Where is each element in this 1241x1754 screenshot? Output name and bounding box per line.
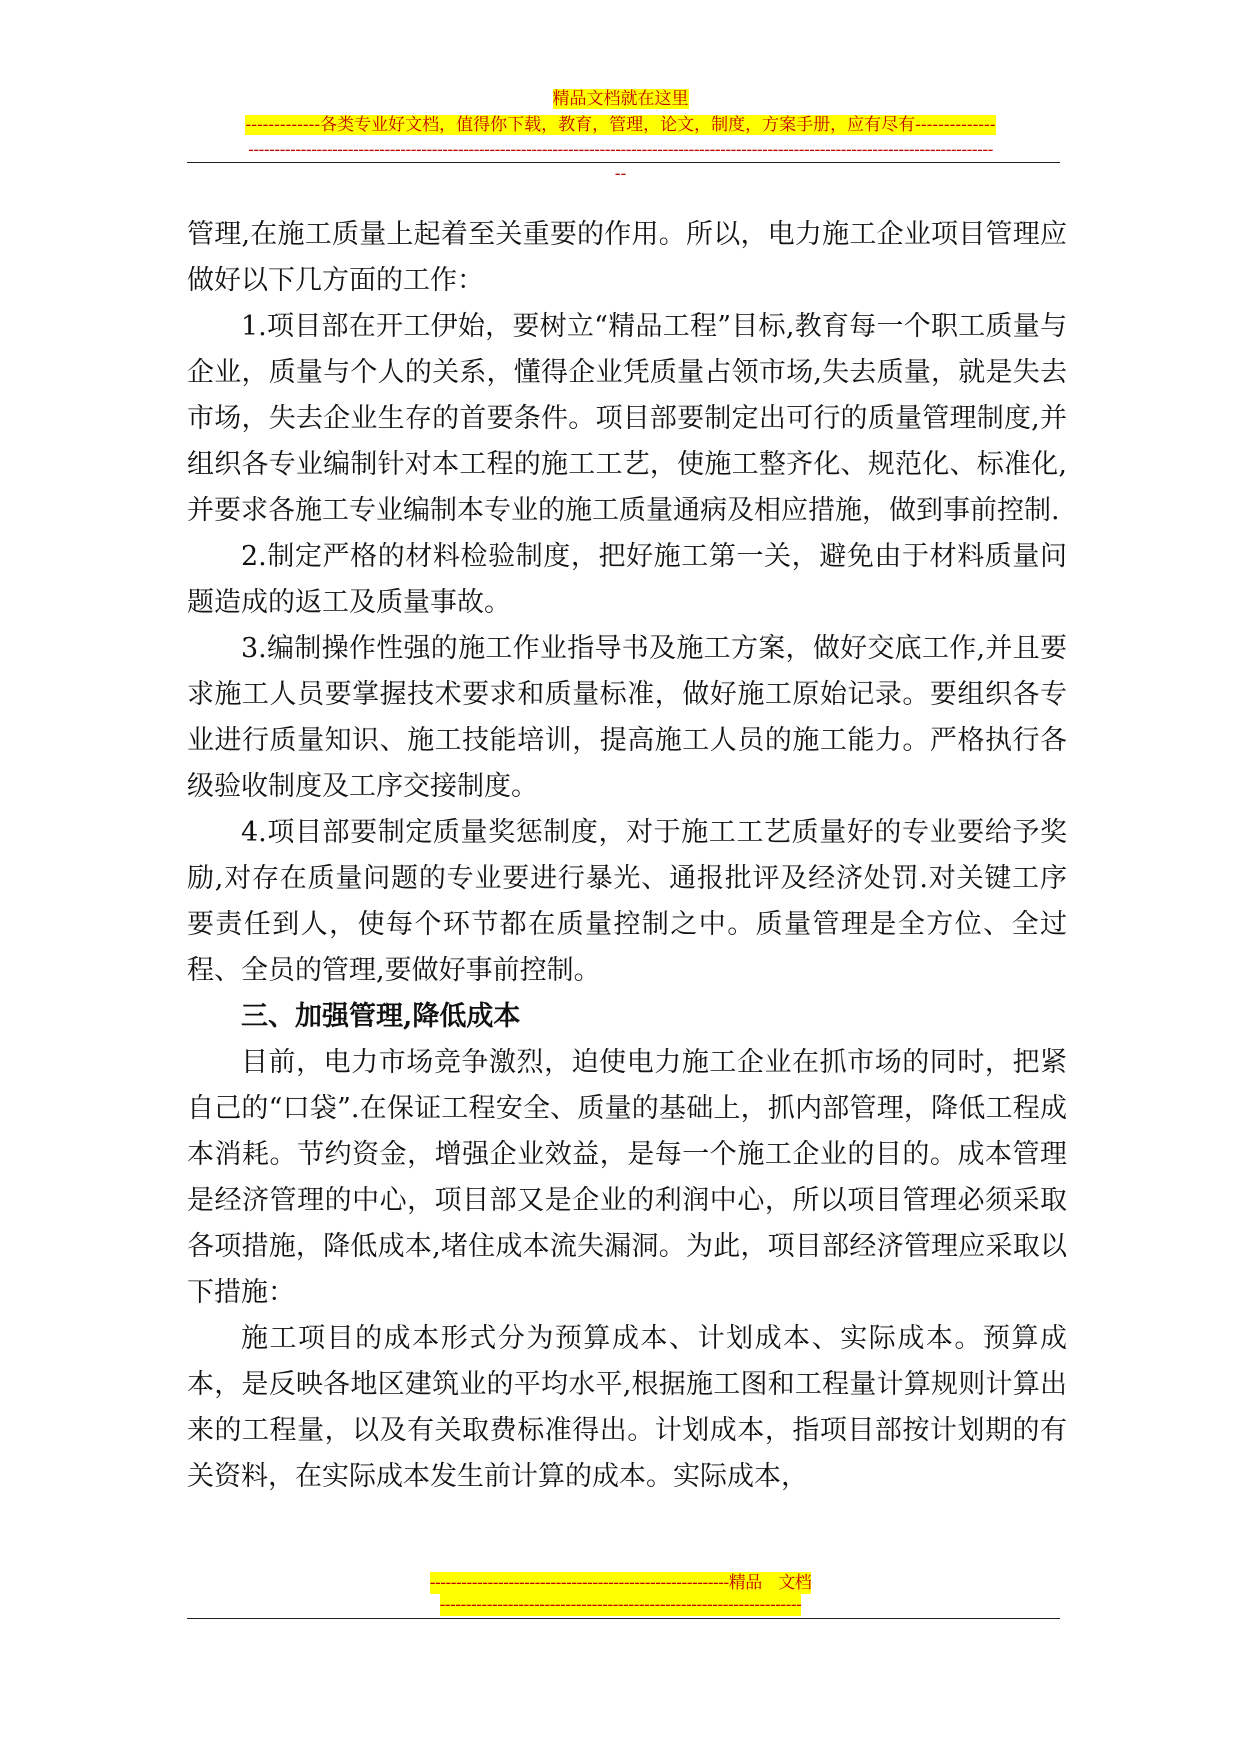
footer-rule — [187, 1618, 1060, 1619]
paragraph-section-intro: 目前，电力市场竞争激烈，迫使电力施工企业在抓市场的同时，把紧自己的“口袋”.在保证工程安全、质量的基础上，抓内部管理，降低工程成本消耗。节约资金，增强企业效益，是每一个施工企业的目的。成本管理是经济管理的中心，项目部又是企业的利润中心，所以项目管理必须采取各项措施，降低成本,堵住成本流失漏洞。为此，项目部经济管理应采取以下措施： — [187, 1047, 1067, 1308]
page-footer — [0, 1572, 1241, 1616]
paragraph-item-4: 4.项目部要制定质量奖惩制度，对于施工工艺质量好的专业要给予奖励,对存在质量问题的专业要进行暴光、通报批评及经济处罚.对关键工序要责任到人，使每个环节都在质量控制之中。质量管理是全方位、全过程、全员的管理,要做好事前控制。 — [187, 817, 1067, 986]
header-dash-tail: -- — [614, 164, 627, 184]
header-rule — [187, 162, 1060, 163]
header-dash-line: ---------------------------------------------------------------------------------------------------------------------------------------------- — [248, 140, 993, 160]
header-title: 精品文档就在这里 — [552, 89, 689, 109]
header-subtitle: -------------各类专业好文档，值得你下载，教育，管理，论文，制度，方案手册，应有尽有-------------- — [245, 115, 996, 135]
section-heading: 三、加强管理,降低成本 — [241, 1001, 521, 1032]
paragraph-item-1: 1.项目部在开工伊始，要树立“精品工程”目标,教育每一个职工质量与企业，质量与个人的关系，懂得企业凭质量占领市场,失去质量，就是失去市场，失去企业生存的首要条件。项目部要制定出可行的质量管理制度,并组织各专业编制针对本工程的施工工艺，使施工整齐化、规范化、标准化,并要求各施工专业编制本专业的施工质量通病及相应措施，做到事前控制. — [187, 311, 1067, 526]
footer-line-2: --------------------------------------------------------------------- — [439, 1595, 802, 1615]
paragraph-cost-forms: 施工项目的成本形式分为预算成本、计划成本、实际成本。预算成本，是反映各地区建筑业的平均水平,根据施工图和工程量计算规则计算出来的工程量，以及有关取费标准得出。计划成本，指项目部按计划期的有关资料，在实际成本发生前计算的成本。实际成本， — [187, 1323, 1067, 1492]
footer-line-1: ---------------------------------------------------------精品 文档 — [429, 1573, 812, 1593]
page-header — [0, 88, 1241, 184]
paragraph-item-3: 3.编制操作性强的施工作业指导书及施工方案，做好交底工作,并且要求施工人员要掌握技术要求和质量标准，做好施工原始记录。要组织各专业进行质量知识、施工技能培训，提高施工人员的施工能力。严格执行各级验收制度及工序交接制度。 — [187, 633, 1067, 802]
document-body — [187, 212, 1067, 1500]
paragraph-1: 管理,在施工质量上起着至关重要的作用。所以，电力施工企业项目管理应做好以下几方面的工作： — [187, 219, 1067, 296]
paragraph-item-2: 2.制定严格的材料检验制度，把好施工第一关，避免由于材料质量问题造成的返工及质量事故。 — [187, 541, 1067, 618]
